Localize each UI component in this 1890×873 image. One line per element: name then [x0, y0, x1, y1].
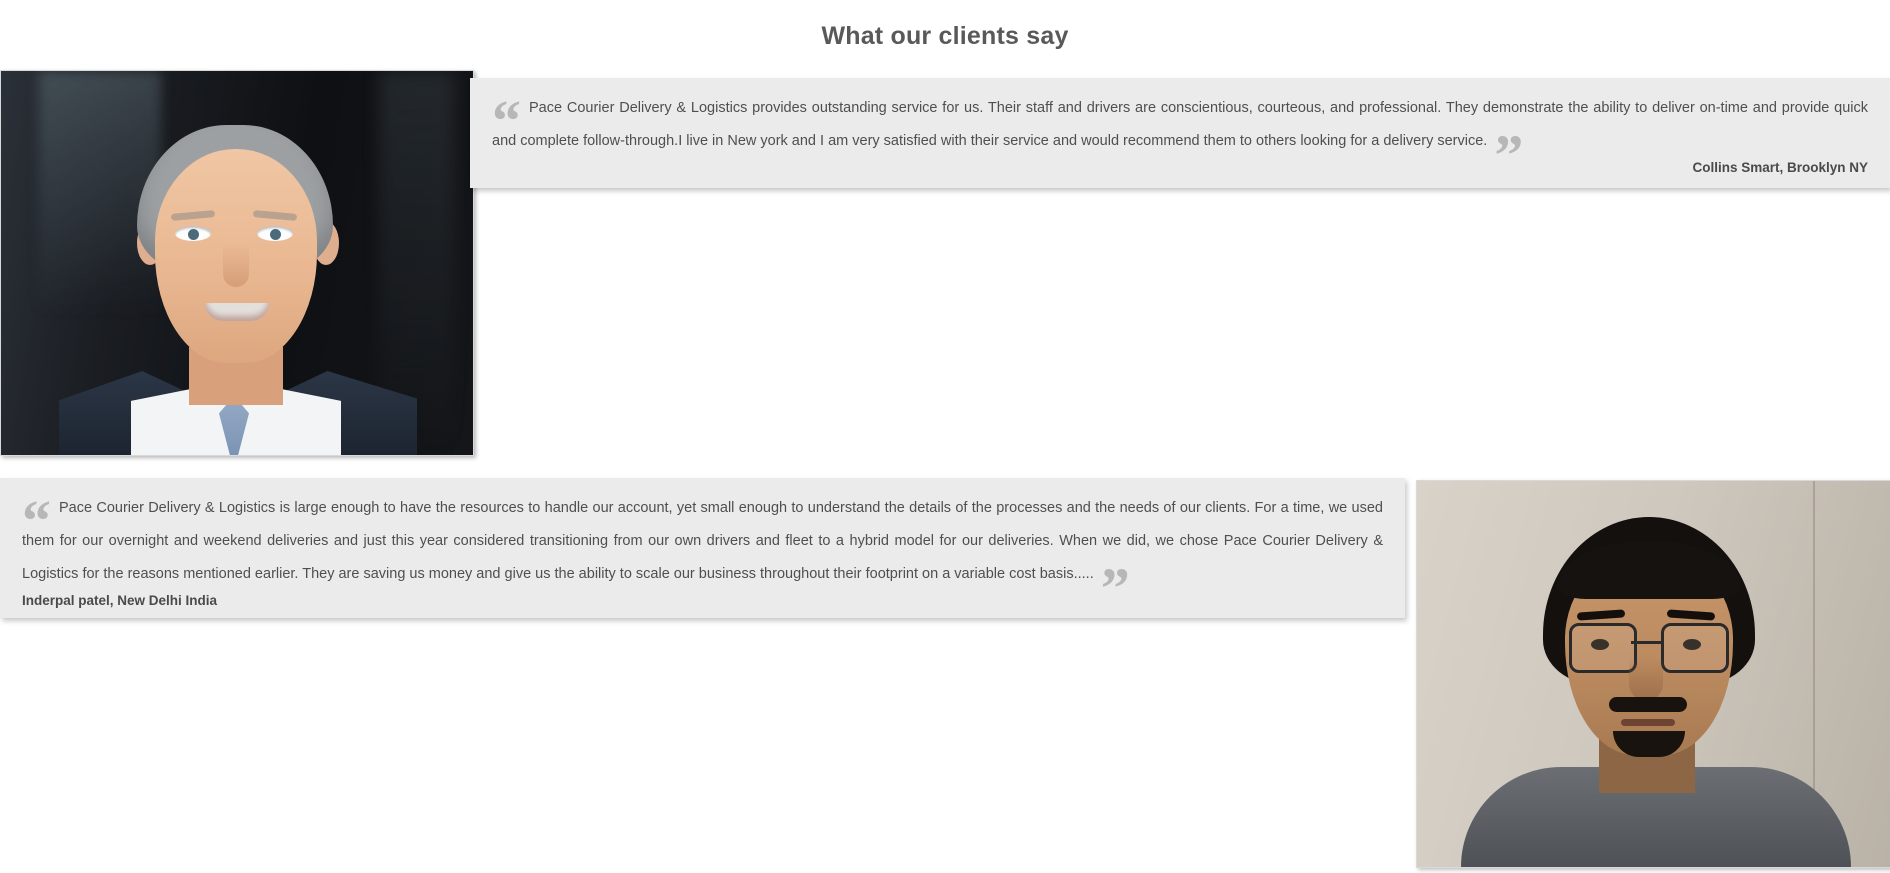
- page-title: What our clients say: [821, 22, 1069, 50]
- pupil-right: [270, 229, 281, 240]
- testimonial-1-text-block: “ Pace Courier Delivery & Logistics provides outstanding service for us. Their staff and drivers are conscientious, courteous, and professional. They demonstrate the ability to deliver on-time and provide quick and complete follow-through.I live in New york and I am very satisfied with their service and would recommend them to others looking for a delivery service. ”: [492, 88, 1868, 188]
- mouth: [1621, 719, 1675, 726]
- testimonial-1-author: Collins Smart, Brooklyn NY: [1692, 160, 1868, 175]
- testimonial-1-quote: Pace Courier Delivery & Logistics provides outstanding service for us. Their staff and drivers are conscientious, courteous, and professional. They demonstrate the ability to deliver on-time and provide quick and complete follow-through.I live in New york and I am very satisfied with their service and would recommend them to others looking for a delivery service.: [492, 100, 1868, 149]
- eyeglasses-lens-right: [1661, 623, 1729, 673]
- testimonial-1-card: [470, 78, 1890, 188]
- pupil-left: [188, 229, 199, 240]
- testimonial-2-card: [0, 478, 1405, 621]
- nose: [223, 243, 249, 287]
- nose: [1629, 657, 1663, 701]
- testimonial-1-photo: [0, 70, 474, 456]
- eyeglasses-lens-left: [1569, 623, 1637, 673]
- mouth: [205, 303, 269, 321]
- testimonial-2-text-block: “ Pace Courier Delivery & Logistics is large enough to have the resources to handle our account, yet small enough to understand the details of the processes and the needs of our clients. For a time, we used them for our overnight and weekend deliveries and just this year considered transitioning from our own drivers and fleet to a hybrid model for our deliveries. When we did, we chose Pace Courier Delivery & Logistics for the reasons mentioned earlier. They are saving us money and give us the ability to scale our business throughout their footprint on a variable cost basis..... ”: [22, 488, 1383, 621]
- testimonial-2-author: Inderpal patel, New Delhi India: [22, 593, 218, 608]
- eyeglasses-bridge: [1631, 641, 1661, 644]
- testimonial-2-photo: [1416, 480, 1890, 868]
- testimonial-2-quote: Pace Courier Delivery & Logistics is large enough to have the resources to handle our account, yet small enough to understand the details of the processes and the needs of our clients. For a time, we used them for our overnight and weekend deliveries and just this year considered transitioning from our own drivers and fleet to a hybrid model for our deliveries. When we did, we chose Pace Courier Delivery & Logistics for the reasons mentioned earlier. They are saving us money and give us the ability to scale our business throughout their footprint on a variable cost basis.....: [22, 500, 1383, 582]
- mustache: [1609, 697, 1687, 712]
